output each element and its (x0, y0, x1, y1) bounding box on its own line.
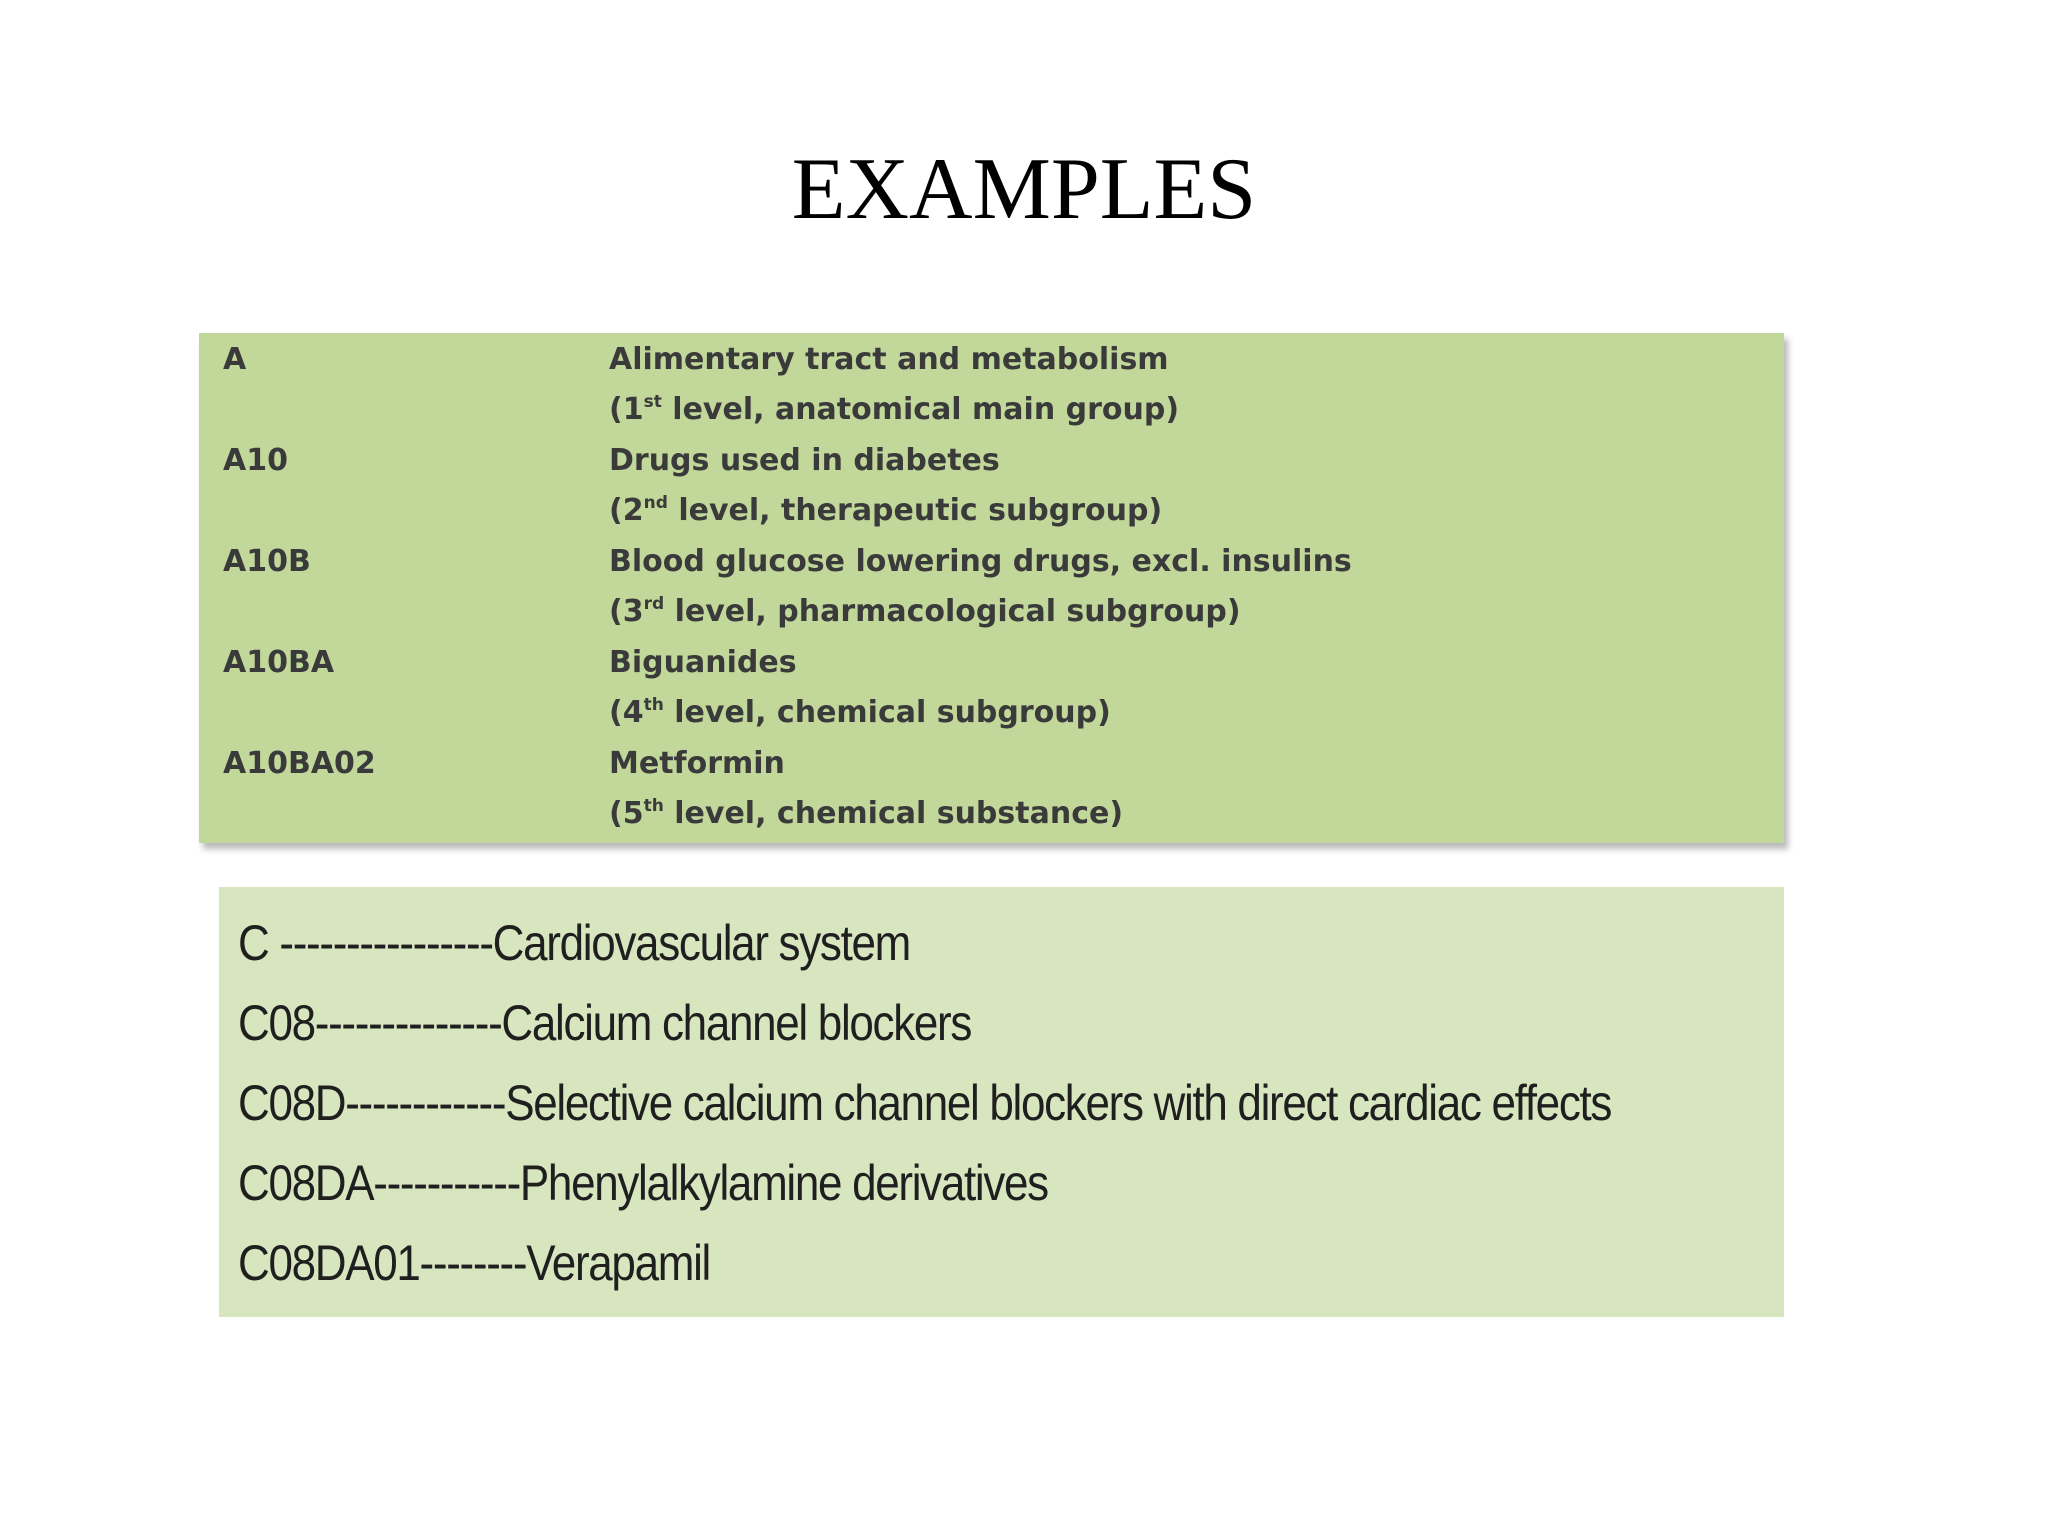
cardiovascular-example-panel (219, 887, 1784, 1317)
atc-level-ordinal: th (643, 796, 664, 816)
atc-level-ordinal: nd (643, 493, 668, 513)
atc-level-ordinal: th (643, 695, 664, 715)
cardio-list-item: C08DA01--------Verapamil (238, 1235, 710, 1291)
atc-code: A10B (223, 544, 311, 579)
atc-name: Alimentary tract and metabolism (609, 342, 1169, 377)
atc-level-ordinal: st (643, 392, 662, 412)
atc-level-suffix: level, chemical substance) (663, 796, 1124, 831)
atc-row (199, 535, 1784, 636)
atc-row (199, 737, 1784, 838)
atc-level-ordinal: rd (643, 594, 665, 614)
atc-level-prefix: (1 (609, 392, 644, 427)
atc-level-suffix: level, pharmacological subgroup) (664, 594, 1241, 629)
atc-level (609, 595, 1241, 629)
atc-name: Blood glucose lowering drugs, excl. insulins (609, 544, 1352, 579)
atc-level-suffix: level, chemical subgroup) (663, 695, 1111, 730)
cardio-list-item: C08D------------Selective calcium channel blockers with direct cardiac effects (238, 1075, 1612, 1131)
atc-code: A10 (223, 443, 288, 478)
atc-level-suffix: level, therapeutic subgroup) (667, 493, 1163, 528)
atc-code: A10BA02 (223, 746, 376, 781)
cardio-list-item: C08--------------Calcium channel blockers (238, 995, 972, 1051)
atc-name: Drugs used in diabetes (609, 443, 1000, 478)
atc-level (609, 494, 1162, 528)
atc-level-prefix: (5 (609, 796, 644, 831)
atc-row (199, 434, 1784, 535)
atc-code: A10BA (223, 645, 335, 680)
atc-level-prefix: (3 (609, 594, 644, 629)
atc-row (199, 636, 1784, 737)
atc-level (609, 797, 1123, 831)
atc-row (199, 333, 1784, 434)
cardio-list-item: C ----------------Cardiovascular system (238, 915, 910, 971)
atc-level-prefix: (2 (609, 493, 644, 528)
atc-level (609, 696, 1111, 730)
cardio-list-item: C08DA-----------Phenylalkylamine derivatives (238, 1155, 1048, 1211)
atc-name: Metformin (609, 746, 785, 781)
atc-level-suffix: level, anatomical main group) (661, 392, 1180, 427)
slide-title: EXAMPLES (791, 141, 1257, 238)
atc-level (609, 393, 1179, 427)
atc-name: Biguanides (609, 645, 797, 680)
atc-level-prefix: (4 (609, 695, 644, 730)
atc-code: A (223, 342, 247, 377)
atc-classification-panel (199, 333, 1784, 843)
